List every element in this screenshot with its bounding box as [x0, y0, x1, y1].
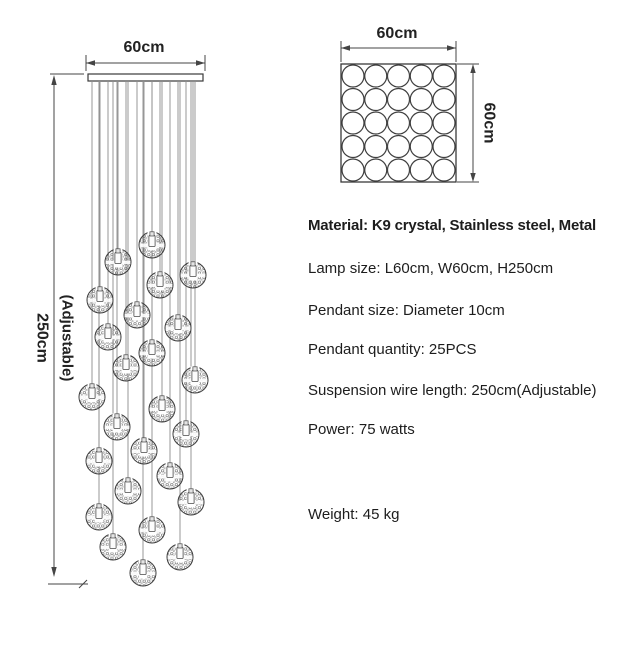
- bulb-icon: [183, 425, 189, 436]
- pendant-ball: [178, 489, 204, 516]
- pendant-position-circle: [342, 112, 364, 134]
- pendant-ball: [79, 384, 105, 411]
- top-view-diagram: [341, 25, 498, 182]
- bulb-cap-icon: [115, 414, 119, 418]
- bulb-cap-icon: [111, 534, 115, 538]
- bulb-cap-icon: [158, 272, 162, 276]
- bulb-cap-icon: [191, 262, 195, 266]
- bulb-icon: [188, 493, 194, 504]
- pendant-position-circle: [342, 65, 364, 87]
- pendant-ball: [130, 560, 156, 587]
- pendant-ball: [139, 232, 165, 259]
- bulb-cap-icon: [90, 384, 94, 388]
- pendant-position-circle: [410, 136, 432, 158]
- top-height-dimension-label: 60cm: [480, 102, 498, 144]
- bulb-cap-icon: [178, 544, 182, 548]
- pendant-ball: [165, 315, 191, 342]
- pendant-ball: [139, 340, 165, 367]
- pendant-ball: [157, 463, 183, 490]
- pendant-ball: [131, 438, 157, 465]
- bulb-cap-icon: [193, 367, 197, 371]
- pendant-ball: [167, 544, 193, 571]
- bulb-icon: [149, 236, 155, 247]
- arrowhead-down-icon: [51, 567, 56, 577]
- pendant-ball: [115, 478, 141, 505]
- bulb-icon: [190, 266, 196, 277]
- bulb-cap-icon: [141, 560, 145, 564]
- pendant-ball: [124, 302, 150, 329]
- pendant-position-circle: [410, 65, 432, 87]
- bulb-cap-icon: [150, 340, 154, 344]
- pendant-ball: [182, 367, 208, 394]
- bulb-icon: [141, 442, 147, 453]
- bulb-cap-icon: [168, 463, 172, 467]
- bulb-cap-icon: [184, 421, 188, 425]
- spec-line-material: Material: K9 crystal, Stainless steel, Metal: [308, 217, 596, 234]
- pendant-ball: [105, 249, 131, 276]
- top-width-dimension: [341, 41, 456, 62]
- spec-line-suspension-length: Suspension wire length: 250cm(Adjustable): [308, 382, 597, 399]
- bulb-cap-icon: [98, 287, 102, 291]
- pendant-position-circle: [388, 65, 410, 87]
- bulb-cap-icon: [160, 396, 164, 400]
- bulb-icon: [140, 564, 146, 575]
- bulb-icon: [97, 291, 103, 302]
- pendant-position-circle: [433, 65, 455, 87]
- bulb-icon: [89, 388, 95, 399]
- spec-line-power: Power: 75 watts: [308, 421, 415, 438]
- arrowhead-right-icon: [196, 60, 205, 65]
- pendant-ball: [180, 262, 206, 289]
- bulb-icon: [110, 538, 116, 549]
- bulb-cap-icon: [126, 478, 130, 482]
- pendant-position-circle: [342, 89, 364, 111]
- arrowhead-left-icon: [341, 45, 350, 50]
- bulb-icon: [115, 253, 121, 264]
- pendant-ball: [86, 448, 112, 475]
- bulb-icon: [175, 319, 181, 330]
- bulb-icon: [96, 452, 102, 463]
- top-width-dimension-label: 60cm: [376, 25, 418, 42]
- arrowhead-down-icon: [470, 173, 475, 182]
- bulb-icon: [157, 276, 163, 287]
- bulb-icon: [192, 371, 198, 382]
- pendant-ball: [173, 421, 199, 448]
- bulb-icon: [159, 400, 165, 411]
- pendant-position-circle: [388, 136, 410, 158]
- bulb-icon: [134, 306, 140, 317]
- pendant-ball: [113, 355, 139, 382]
- bulb-icon: [177, 548, 183, 559]
- spec-line-pendant-quantity: Pendant quantity: 25PCS: [308, 341, 477, 358]
- bulb-icon: [105, 328, 111, 339]
- pendant-ball: [87, 287, 113, 314]
- pendant-ball: [149, 396, 175, 423]
- side-height-adjustable-note: (Adjustable): [58, 294, 76, 382]
- spec-line-weight: Weight: 45 kg: [308, 506, 400, 523]
- ceiling-plate: [88, 74, 203, 81]
- pendant-position-circle: [365, 112, 387, 134]
- bulb-cap-icon: [142, 438, 146, 442]
- pendant-ball: [139, 517, 165, 544]
- pendant-position-circle: [433, 112, 455, 134]
- bulb-icon: [167, 467, 173, 478]
- bulb-cap-icon: [176, 315, 180, 319]
- pendant-position-circle: [365, 136, 387, 158]
- bulb-icon: [149, 344, 155, 355]
- pendant-position-circle: [365, 65, 387, 87]
- pendant-position-circle: [365, 159, 387, 181]
- pendant-position-circle: [433, 89, 455, 111]
- bulb-cap-icon: [106, 324, 110, 328]
- pendant-ball: [104, 414, 130, 441]
- bulb-cap-icon: [189, 489, 193, 493]
- pendant-position-grid: [342, 65, 455, 181]
- pendant-position-circle: [410, 159, 432, 181]
- bulb-cap-icon: [124, 355, 128, 359]
- bulb-icon: [149, 521, 155, 532]
- arrowhead-up-icon: [470, 64, 475, 73]
- bulb-cap-icon: [97, 448, 101, 452]
- pendant-ball: [100, 534, 126, 561]
- pendant-position-circle: [342, 136, 364, 158]
- side-width-dimension: [86, 55, 205, 71]
- bulb-cap-icon: [150, 517, 154, 521]
- pendant-ball: [95, 324, 121, 351]
- top-height-dimension: [457, 64, 479, 182]
- side-width-dimension-label: 60cm: [123, 39, 165, 56]
- pendant-position-circle: [410, 112, 432, 134]
- bulb-cap-icon: [135, 302, 139, 306]
- pendant-position-circle: [410, 89, 432, 111]
- pendant-position-circle: [388, 159, 410, 181]
- bulb-icon: [123, 359, 129, 370]
- bulb-icon: [114, 418, 120, 429]
- pendant-position-circle: [433, 159, 455, 181]
- pendant-ball: [147, 272, 173, 299]
- arrowhead-right-icon: [447, 45, 456, 50]
- spec-line-lamp-size: Lamp size: L60cm, W60cm, H250cm: [308, 260, 554, 277]
- pendant-position-circle: [365, 89, 387, 111]
- pendant-position-circle: [342, 159, 364, 181]
- pendant-position-circle: [388, 89, 410, 111]
- spec-line-pendant-size: Pendant size: Diameter 10cm: [308, 302, 505, 319]
- bulb-icon: [125, 482, 131, 493]
- bulb-cap-icon: [150, 232, 154, 236]
- bulb-cap-icon: [97, 504, 101, 508]
- pendant-position-circle: [433, 136, 455, 158]
- bulb-icon: [96, 508, 102, 519]
- pendant-balls: [79, 232, 208, 587]
- pendant-position-circle: [388, 112, 410, 134]
- arrowhead-left-icon: [86, 60, 95, 65]
- pendant-ball: [86, 504, 112, 531]
- side-height-dimension-label: 250cm: [33, 313, 51, 363]
- side-view-diagram: [34, 39, 209, 588]
- bulb-cap-icon: [116, 249, 120, 253]
- arrowhead-up-icon: [51, 75, 56, 85]
